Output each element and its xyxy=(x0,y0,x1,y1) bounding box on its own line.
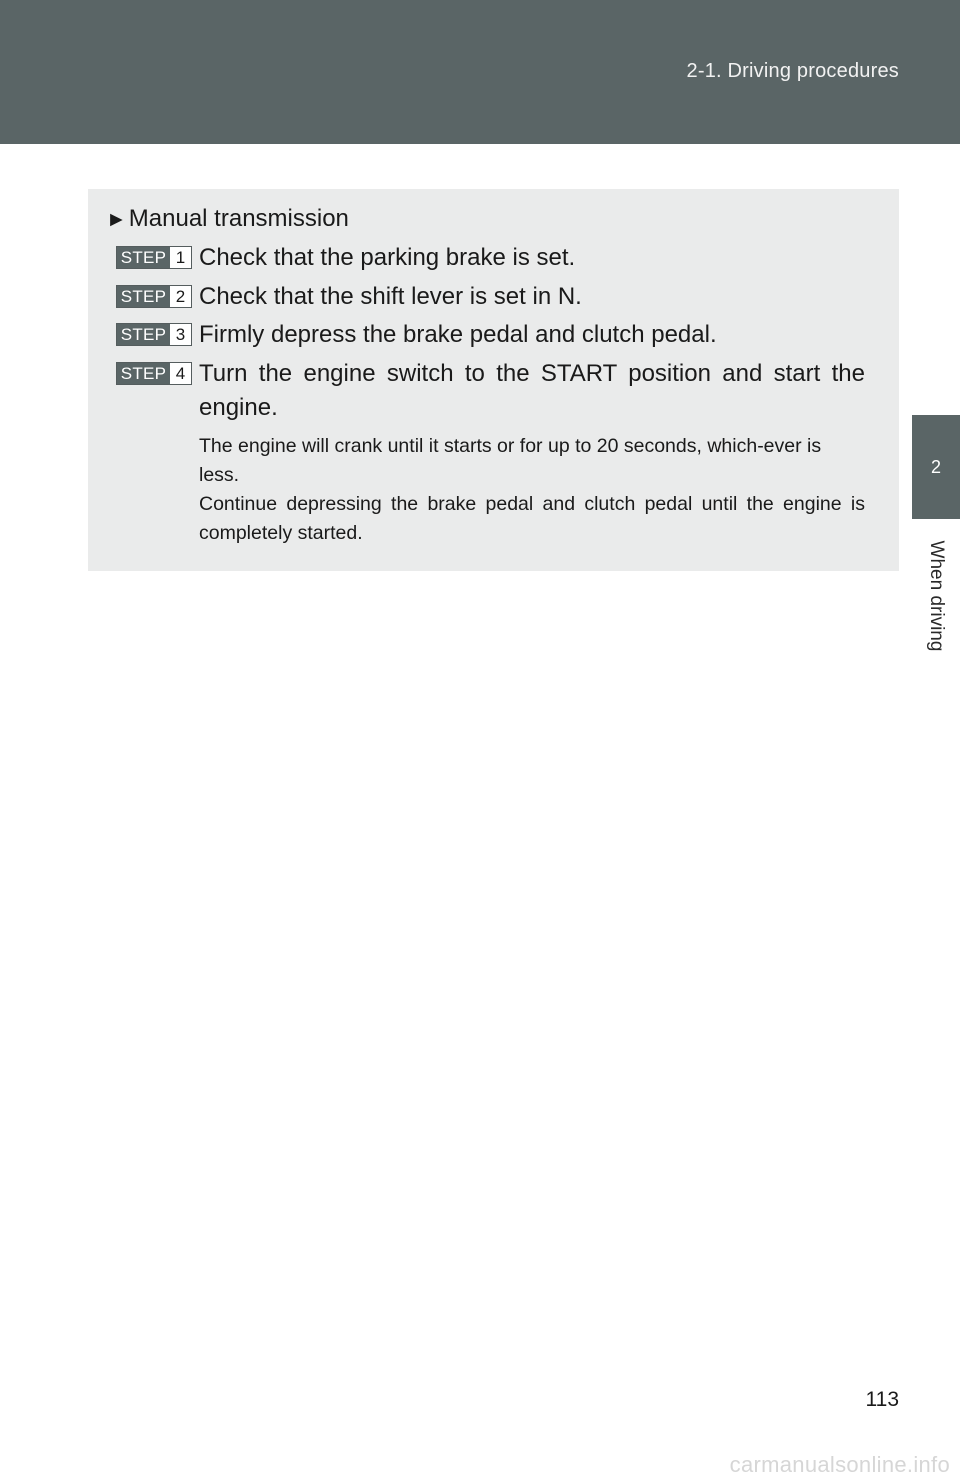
step-badge-label: STEP xyxy=(117,247,170,268)
step-badge-number: 1 xyxy=(170,247,191,268)
step-badge-label: STEP xyxy=(117,286,170,307)
page-number: 113 xyxy=(865,1388,899,1411)
step-text: Firmly depress the brake pedal and clutch pedal. xyxy=(199,321,717,348)
step-badge-number: 4 xyxy=(170,363,191,384)
step-badge-label: STEP xyxy=(117,363,170,384)
step-note xyxy=(199,432,865,548)
step-text: Turn the engine switch to the START position and start the engine. xyxy=(199,360,865,421)
step-badge xyxy=(116,323,192,346)
watermark: carmanualsonline.info xyxy=(729,1452,950,1477)
note-paragraph: Continue depressing the brake pedal and clutch pedal until the engine is completely started. xyxy=(199,493,865,544)
step-badge xyxy=(116,246,192,269)
chapter-number: 2 xyxy=(930,456,941,477)
step-badge xyxy=(116,285,192,308)
procedure-heading xyxy=(106,204,349,235)
step-badge-number: 3 xyxy=(170,324,191,345)
step-text: Check that the parking brake is set. xyxy=(199,244,576,271)
page-header xyxy=(0,0,960,144)
procedure-title: Manual transmission xyxy=(128,205,349,232)
step-badge-number: 2 xyxy=(170,286,191,307)
note-paragraph: The engine will crank until it starts or for up to 20 seconds, which-ever is less. xyxy=(199,435,822,486)
triangle-bullet-icon: ► xyxy=(106,208,127,231)
step-badge xyxy=(116,362,192,385)
chapter-label: When driving xyxy=(926,540,947,652)
section-title: 2-1. Driving procedures xyxy=(686,60,899,82)
step-text: Check that the shift lever is set in N. xyxy=(199,283,582,310)
step-badge-label: STEP xyxy=(117,324,170,345)
chapter-tab xyxy=(912,415,960,519)
